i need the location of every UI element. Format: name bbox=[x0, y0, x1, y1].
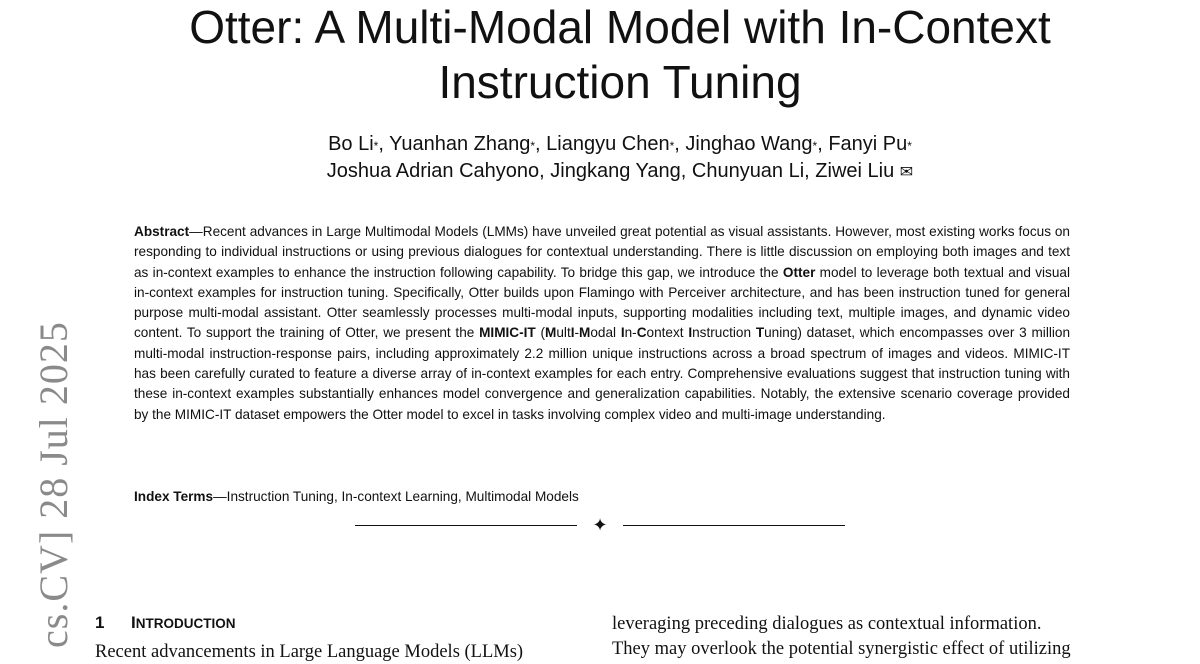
author-line-2-names: Joshua Adrian Cahyono, Jingkang Yang, Chunyuan Li, Ziwei Liu bbox=[326, 160, 895, 182]
intro-right-column-text bbox=[612, 612, 1104, 662]
index-terms-label: Index Terms bbox=[134, 489, 214, 504]
abstract-text-part-1: —Recent advances in Large Multimodal Models (LMMs) have unveiled great potential as visual assistants. However, most existing works focus on responding to individual instructions or using previous dialogues for contextual understanding. There is little discussion on employing both images and text as in-context examples to enhance the instruction following capability. To bridge this gap, we introduce the bbox=[134, 224, 1070, 280]
paper-title: Otter: A Multi-Modal Model with In-Context Instruction Tuning bbox=[189, 1, 1051, 108]
author-name: Yuanhan Zhang bbox=[389, 133, 531, 155]
mail-icon: ✉ bbox=[899, 164, 914, 181]
section-heading-introduction bbox=[95, 612, 235, 635]
expansion-fragment: ontext bbox=[646, 325, 689, 341]
author-name: Bo Li bbox=[328, 133, 374, 155]
section-title-rest: NTRODUCTION bbox=[135, 616, 236, 631]
author-name: Jinghao Wang bbox=[685, 133, 813, 155]
expansion-fragment: ult bbox=[556, 325, 571, 341]
mimic-it-dataset-name: MIMIC-IT bbox=[479, 325, 536, 341]
expansion-fragment: odal bbox=[590, 325, 621, 341]
left-column-line-1: Recent advancements in Large Language Models (LLMs) bbox=[95, 642, 524, 662]
author-name: Fanyi Pu bbox=[828, 133, 908, 155]
author-name: Liangyu Chen bbox=[546, 133, 670, 155]
expansion-fragment: nstruction bbox=[692, 325, 756, 341]
expansion-initial: C bbox=[636, 325, 647, 341]
intro-left-column-text bbox=[95, 640, 590, 664]
author-line-1: Bo Li*, Yuanhan Zhang*, Liangyu Chen*, Jinghao Wang*, Fanyi Pu* bbox=[328, 133, 912, 155]
separator-rule-left bbox=[355, 525, 577, 526]
equal-contribution-mark: * bbox=[530, 139, 536, 153]
right-column-line-1: leveraging preceding dialogues as contextual information. bbox=[612, 614, 1042, 634]
index-terms bbox=[134, 487, 1070, 507]
separator-rule-right bbox=[623, 525, 845, 526]
expansion-initial: I bbox=[688, 325, 693, 341]
equal-contribution-mark: * bbox=[373, 139, 379, 153]
separator-diamond-icon: ✦ bbox=[592, 515, 608, 535]
expansion-initial: M bbox=[545, 325, 557, 341]
abstract-label: Abstract bbox=[134, 224, 190, 239]
section-number: 1 bbox=[95, 613, 105, 632]
abstract-paragraph bbox=[134, 222, 1070, 425]
equal-contribution-mark: * bbox=[812, 139, 818, 153]
equal-contribution-mark: * bbox=[907, 139, 912, 153]
expansion-initial: I bbox=[570, 325, 575, 341]
arxiv-identifier-stamp: cs.CV] 28 Jul 2025 bbox=[31, 321, 76, 648]
expansion-initial: I bbox=[620, 325, 625, 341]
abstract-text-part-2: model to leverage both textual and visual in-context examples for instruction tuning. Specifically, Otter builds upon Flamingo with Perceiver architecture, and has been instruction tuned for general purpose multi-modal assistant. Otter seamlessly processes multi-modal inputs, supporting modalities including text, multiple images, and dynamic video content. To support the training of Otter, we present the bbox=[134, 264, 1070, 341]
equal-contribution-mark: * bbox=[669, 139, 675, 153]
right-column-line-2: They may overlook the potential synergistic effect of utilizing bbox=[612, 639, 1071, 659]
expansion-fragment: uning) bbox=[764, 325, 802, 341]
expansion-fragment: - bbox=[574, 325, 580, 341]
mimic-it-expansion bbox=[536, 325, 802, 340]
expansion-initial: T bbox=[755, 325, 765, 341]
author-list bbox=[120, 131, 1120, 186]
otter-model-name: Otter bbox=[782, 264, 816, 280]
author-line-2 bbox=[120, 158, 1120, 186]
abstract-text-part-3: dataset, which encompasses over 3 million multi-modal instruction-response pairs, including approximately 2.2 million unique instructions across a broad spectrum of images and videos. MIMIC-IT has been carefully curated to feature a diverse array of in-context examples for each entry. Comprehensive evaluations suggest that instruction tuning with these in-context examples substantially enhances model convergence and generalization capabilities. Notably, the extensive scenario coverage provided by the MIMIC-IT dataset empowers the Otter model to excel in tasks involving complex video and multi-image understanding. bbox=[134, 325, 1071, 422]
expansion-initial: M bbox=[579, 325, 591, 341]
index-terms-text: —Instruction Tuning, In-context Learning, Multimodal Models bbox=[213, 489, 579, 504]
expansion-fragment: ( bbox=[535, 325, 546, 341]
expansion-fragment: n- bbox=[624, 325, 637, 341]
section-title-initial: I bbox=[131, 613, 136, 632]
